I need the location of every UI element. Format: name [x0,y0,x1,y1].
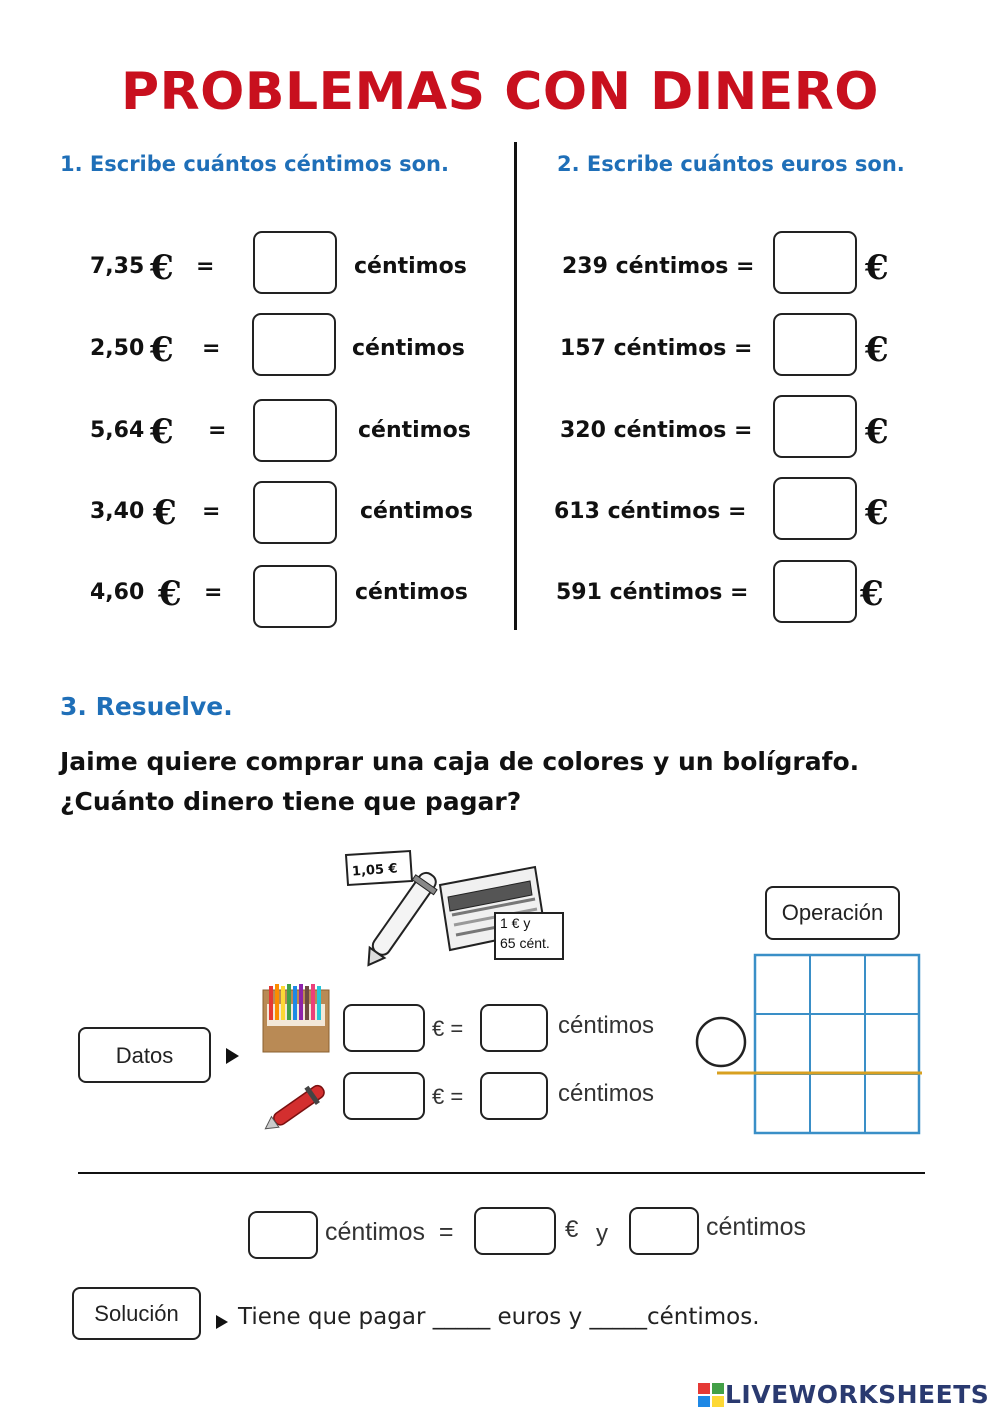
data-label: Datos [78,1027,211,1083]
conversion-euro: € [565,1216,579,1243]
unit-label: céntimos [358,418,471,443]
cents-amount: 320 céntimos = [560,418,753,443]
euro-amount: 4,60 [90,580,145,605]
solution-text: Tiene que pagar _____ euros y _____céntimos. [238,1304,760,1330]
equals-sign: = [196,254,215,279]
pen-euros-box[interactable] [343,1072,425,1120]
section1-heading: 1. Escribe cuántos céntimos son. [60,152,449,176]
euro-icon: € [865,248,889,288]
unit-label: céntimos [558,1012,655,1039]
section3-heading: 3. Resuelve. [60,692,233,721]
euro-icon: € [150,248,174,288]
euro-icon: € [865,412,889,452]
page-title: PROBLEMAS CON DINERO [121,62,879,122]
unit-label: céntimos [352,336,465,361]
problem-line-1: Jaime quiere comprar una caja de colores y un bolígrafo. [60,747,860,776]
cents-amount: 157 céntimos = [560,336,753,361]
cents-answer-box[interactable] [253,231,337,294]
unit-label: céntimos [558,1080,655,1107]
euro-equals: € = [432,1084,464,1109]
products-illustration [340,845,570,970]
problem-line-2: ¿Cuánto dinero tiene que pagar? [60,787,522,816]
euro-amount: 2,50 [90,336,145,361]
unit-label: céntimos [354,254,467,279]
cents-amount: 239 céntimos = [562,254,755,279]
colors-price-line-1: 1 € y [500,915,531,931]
arrow-right-icon [216,1315,228,1329]
operation-label: Operación [765,886,900,940]
logo-icon [698,1383,724,1407]
equals-sign: = [202,336,221,361]
cents-answer-box[interactable] [253,481,337,544]
colors-cents-box[interactable] [480,1004,548,1052]
solution-label: Solución [72,1287,201,1340]
conversion-and: y [596,1220,608,1247]
euro-icon: € [153,493,177,533]
column-divider [514,142,517,630]
euro-equals: € = [432,1016,464,1041]
equals-sign: = [202,499,221,524]
euros-answer-box[interactable] [773,395,857,458]
arrow-right-icon [226,1048,239,1064]
equals-sign: = [204,580,223,605]
cents-answer-box[interactable] [252,313,336,376]
euro-icon: € [150,412,174,452]
colors-euros-box[interactable] [343,1004,425,1052]
cents-amount: 613 céntimos = [554,499,747,524]
euro-icon: € [865,330,889,370]
remaining-cents-box[interactable] [629,1207,699,1255]
red-pen-drawing [258,1078,336,1134]
section-divider [78,1172,925,1174]
logo-text: LIVEWORKSHEETS [725,1380,990,1409]
total-cents-box[interactable] [248,1211,318,1259]
unit-label: céntimos [360,499,473,524]
liveworksheets-logo [698,1380,998,1410]
total-euros-box[interactable] [474,1207,556,1255]
operation-grid-drawing [692,952,924,1137]
euro-amount: 5,64 [90,418,145,443]
euros-answer-box[interactable] [773,231,857,294]
pen-price-tag: 1,05 € [351,861,399,880]
cents-answer-box[interactable] [253,399,337,462]
red-pen-icon [258,1078,336,1134]
unit-label: céntimos [706,1213,807,1241]
euro-icon: € [158,574,182,614]
euro-icon: € [865,493,889,533]
euro-icon: € [860,574,884,614]
cents-amount: 591 céntimos = [556,580,749,605]
euros-answer-box[interactable] [773,560,857,623]
operation-grid[interactable] [692,952,924,1137]
colors-price-line-2: 65 cént. [500,935,550,951]
equals-sign: = [208,418,227,443]
euro-amount: 3,40 [90,499,145,524]
euro-amount: 7,35 [90,254,145,279]
section2-heading: 2. Escribe cuántos euros son. [557,152,905,176]
cents-answer-box[interactable] [253,565,337,628]
conversion-equals: céntimos = [325,1218,454,1246]
euro-icon: € [150,330,174,370]
pen-cents-box[interactable] [480,1072,548,1120]
color-box-icon [261,982,331,1054]
color-box-drawing [261,982,331,1054]
unit-label: céntimos [355,580,468,605]
euros-answer-box[interactable] [773,313,857,376]
euros-answer-box[interactable] [773,477,857,540]
